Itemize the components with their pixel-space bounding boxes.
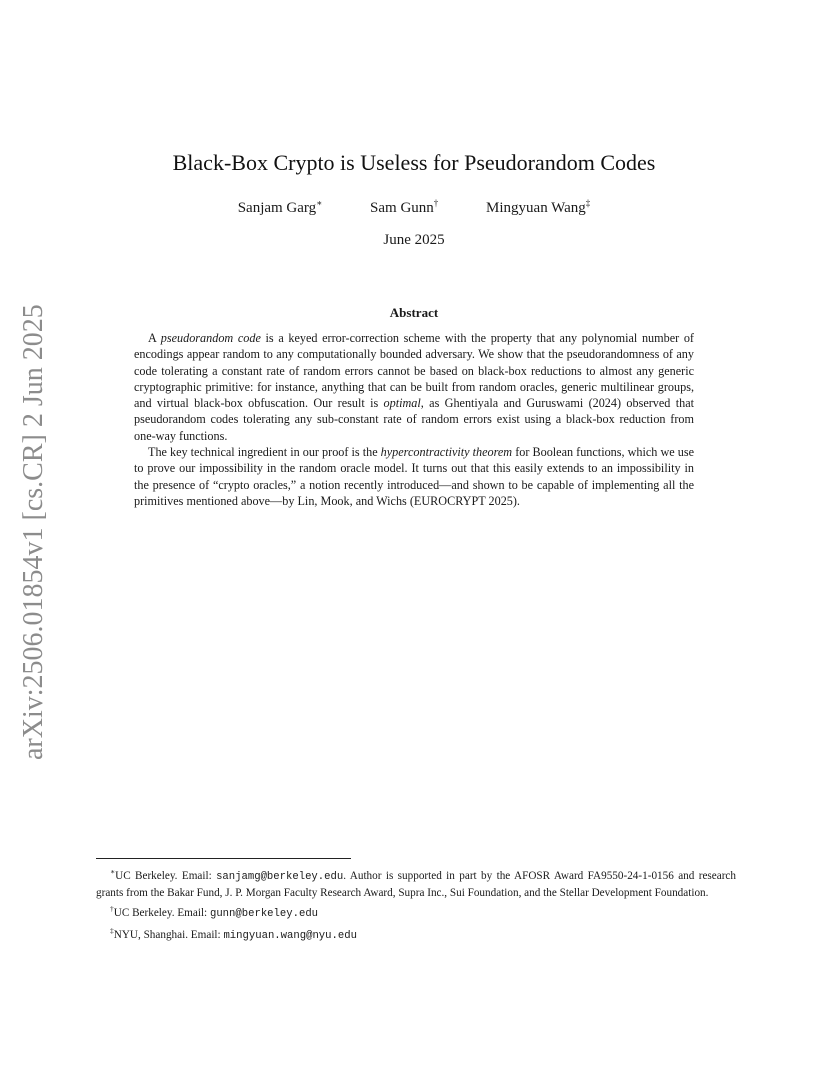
- footnote-mark: †: [433, 198, 439, 208]
- author-1: [238, 198, 323, 217]
- footnote-mark: ∗: [110, 867, 116, 876]
- publication-date: June 2025: [383, 232, 445, 248]
- footnote-divider: [96, 858, 351, 859]
- author-list: [0, 198, 828, 217]
- author-name: Sanjam Garg: [237, 200, 317, 216]
- paper-title: Black-Box Crypto is Useless for Pseudorandom Codes: [172, 150, 656, 175]
- footnote-mark: ∗: [316, 198, 323, 208]
- text-run: UC Berkeley. Email:: [115, 870, 217, 882]
- footnotes: [96, 864, 736, 944]
- text-run: NYU, Shanghai. Email:: [113, 928, 224, 941]
- author-name: Sam Gunn: [370, 200, 434, 216]
- text-run: . Author is supported in part by the AFOSR Award FA9550-24-1-0156 and research grants from the Bakar Fund, J. P. Morgan Faculty Research Award, Supra Inc., Sui Foundation, and the Stellar Development Foundation.: [96, 870, 736, 899]
- footnote-2: [96, 901, 736, 923]
- footnote-mark: †: [110, 904, 114, 913]
- email-link[interactable]: gunn@berkeley.edu: [209, 908, 319, 920]
- author-2: [370, 198, 438, 217]
- arxiv-identifier-stamp: arXiv:2506.01854v1 [cs.CR] 2 Jun 2025: [18, 304, 49, 760]
- text-run: The key technical ingredient in our proof is the: [148, 445, 381, 460]
- author-3: [486, 198, 590, 217]
- text-run: A: [148, 331, 161, 345]
- abstract-paragraph-1: [134, 330, 694, 444]
- emphasis-term: optimal: [383, 396, 421, 411]
- text-run: for Boolean functions, which we use to prove our impossibility in the random oracle model. It turns out that this easily extends to an impossibility in the presence of “crypto oracles,” a notion recently introduced—and shown to be capable of implementing all the primitives mentioned above—by Lin, Mook, and Wichs (EUROCRYPT 2025).: [134, 445, 694, 508]
- abstract-body: [134, 330, 694, 509]
- text-run: is a keyed error-correction scheme with the property that any polynomial number of encodings appear random to any computationally bounded adversary. We show that the pseudorandomness of any code tolerating a constant rate of random errors cannot be based on black-box reductions to almost any generic cryptographic primitive: for instance, anything that can be built from random oracles, generic multilinear groups, and virtual black-box obfuscation. Our result is: [134, 331, 694, 411]
- footnote-3: [96, 923, 736, 945]
- abstract-heading: Abstract: [389, 305, 439, 320]
- email-link[interactable]: mingyuan.wang@nyu.edu: [223, 929, 357, 942]
- text-run: UC Berkeley. Email:: [113, 907, 210, 919]
- footnote-mark: ‡: [585, 198, 591, 208]
- abstract-paragraph-2: [134, 444, 694, 509]
- email-link[interactable]: sanjamg@berkeley.edu: [216, 871, 344, 883]
- emphasis-term: hypercontractivity theorem: [380, 445, 513, 460]
- author-name: Mingyuan Wang: [486, 200, 586, 216]
- text-run: , as Ghentiyala and Guruswami (2024) observed that pseudorandom codes tolerating any sub-constant rate of random errors exist using a black-box reduction from one-way functions.: [134, 396, 694, 443]
- footnote-mark: ‡: [110, 925, 114, 935]
- emphasis-term: pseudorandom code: [160, 331, 261, 345]
- footnote-1: [96, 864, 736, 901]
